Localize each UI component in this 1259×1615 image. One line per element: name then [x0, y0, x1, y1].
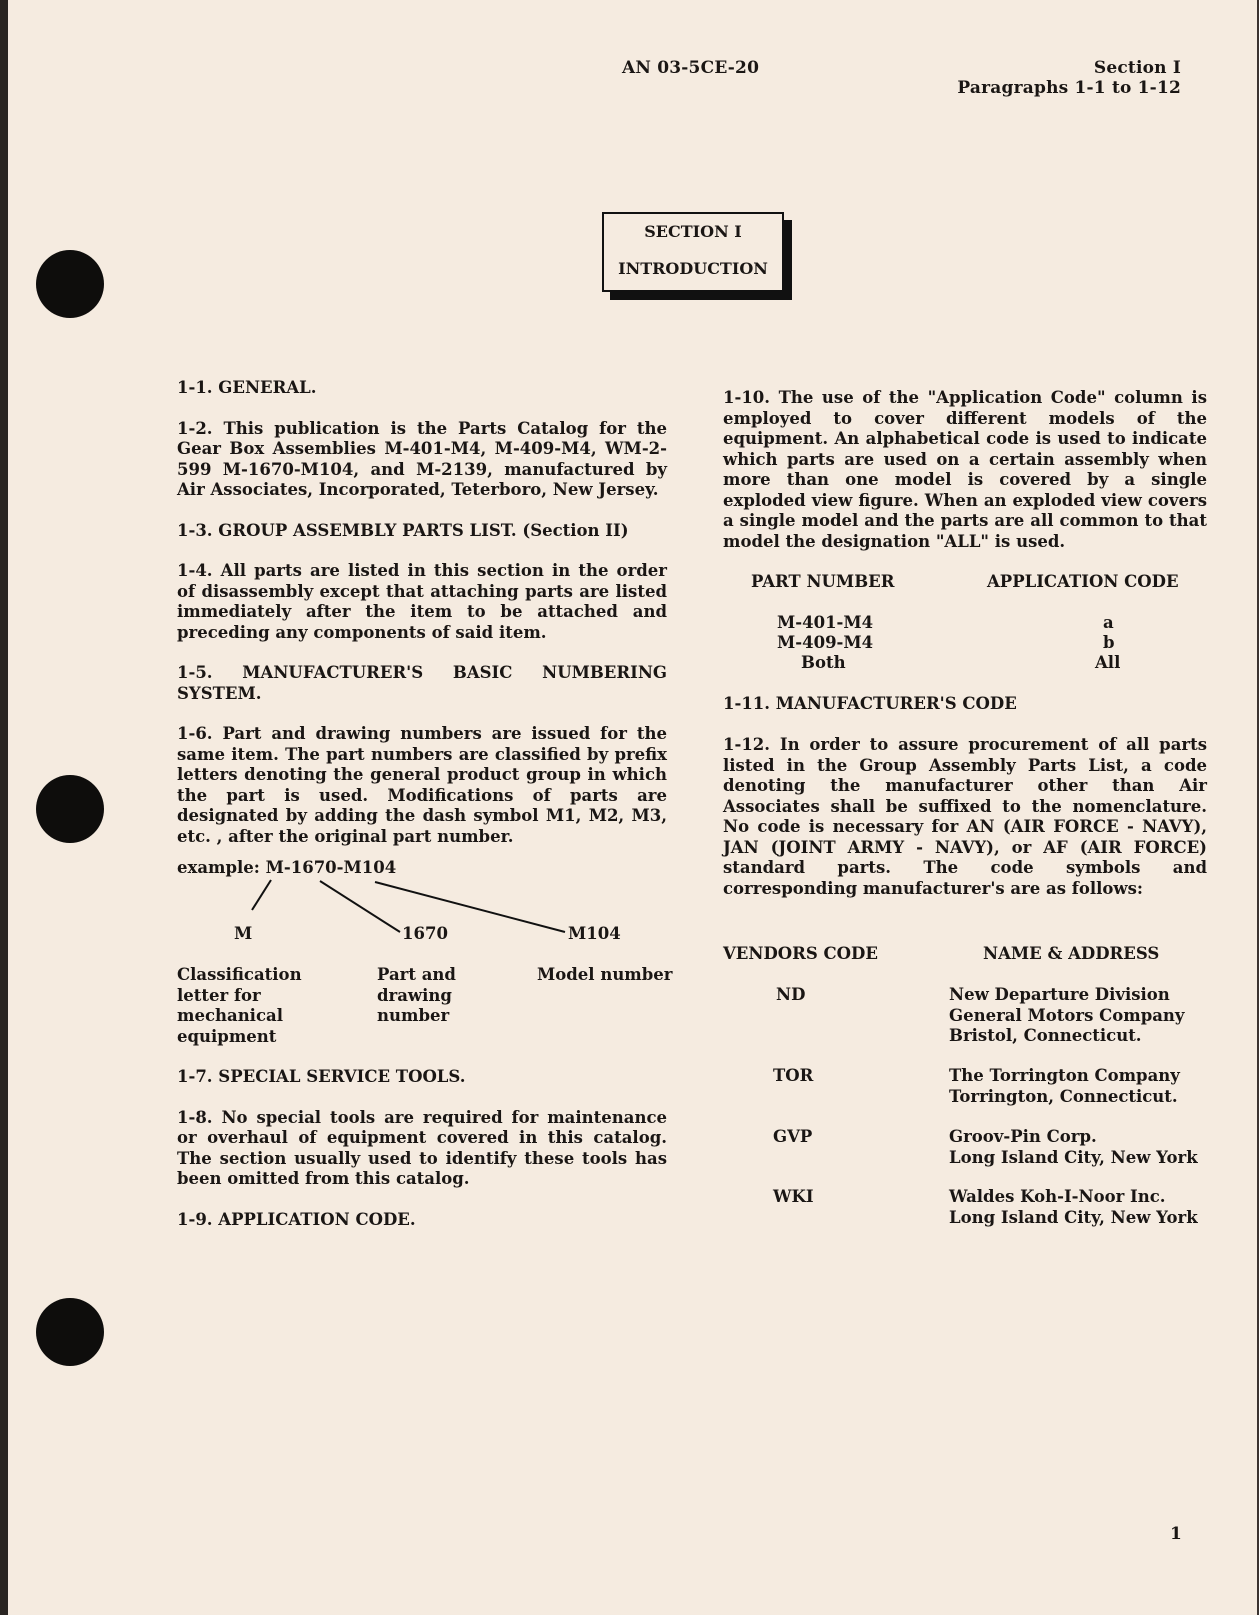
section-title: INTRODUCTION — [618, 259, 768, 278]
para-1-2: 1-2. This publication is the Parts Catalog for the Gear Box Assemblies M-401-M4, M-409-M4, WM-2-599 M-1670-M104, and M-2139, manufactured by Air Associates, Incorporated, Teterboro, New Jersey. — [177, 418, 667, 499]
para-1-10: 1-10. The use of the "Application Code" column is employed to cover different models of the equipment. An alphabetical code is used to indicate which parts are used on a certain assembly when more than one model is covered by a single exploded view figure. When an exploded view covers a single model and the parts are all common to that model the designation "ALL" is used. — [723, 388, 1207, 551]
example-label: example: M-1670-M104 — [177, 858, 397, 877]
left-column-lower — [177, 1067, 667, 1250]
right-column-lower — [723, 735, 1207, 919]
vendor-code-nd: ND — [776, 985, 806, 1004]
doc-number: AN 03-5CE-20 — [622, 58, 760, 78]
para-1-7-heading: 1-7. SPECIAL SERVICE TOOLS. — [177, 1067, 466, 1086]
para-1-8: 1-8. No special tools are required for maintenance or overhaul of equipment covered in this catalog. The section usually used to identify these tools has been omitted from this catalog. — [177, 1107, 667, 1188]
app-table-part-1: M-401-M4 — [777, 613, 874, 632]
vendor-address-gvp: Groov-Pin Corp. Long Island City, New York — [949, 1127, 1198, 1167]
vendor-code-tor: TOR — [773, 1066, 814, 1085]
section-number: SECTION I — [644, 222, 742, 241]
para-1-6: 1-6. Part and drawing numbers are issued for the same item. The part numbers are classified by prefix letters denoting the general product group in which the part is used. Modifications of parts are designated by adding the dash symbol M1, M2, M3, etc. , after the original part number. — [177, 724, 667, 846]
app-table-header-application-code: APPLICATION CODE — [987, 572, 1179, 591]
app-table-part-3: Both — [801, 653, 846, 672]
right-column — [723, 388, 1207, 572]
para-1-5-heading: 1-5. MANUFACTURER'S BASIC NUMBERING SYSTEM. — [177, 663, 667, 703]
page-number: 1 — [1170, 1524, 1182, 1544]
para-1-1-heading: 1-1. GENERAL. — [177, 378, 317, 397]
vendor-address-nd: New Departure Division General Motors Company Bristol, Connecticut. — [949, 985, 1185, 1045]
example-desc-m104: Model number — [537, 965, 673, 984]
example-part-m: M — [234, 924, 253, 943]
example-desc-m: Classification letter for mechanical equipment — [177, 965, 302, 1046]
example-part-1670: 1670 — [402, 924, 448, 943]
vendor-address-wki: Waldes Koh-I-Noor Inc. Long Island City, New York — [949, 1187, 1198, 1227]
vendor-code-wki: WKI — [773, 1187, 814, 1206]
vendor-table-header-code: VENDORS CODE — [723, 944, 878, 963]
app-table-code-1: a — [1103, 613, 1114, 632]
vendor-address-tor: The Torrington Company Torrington, Connecticut. — [949, 1066, 1180, 1106]
para-1-3-heading: 1-3. GROUP ASSEMBLY PARTS LIST. (Section II) — [177, 520, 629, 540]
vendor-code-gvp: GVP — [773, 1127, 813, 1146]
app-table-part-2: M-409-M4 — [777, 633, 874, 652]
app-table-code-3: All — [1095, 653, 1121, 672]
para-1-9-heading: 1-9. APPLICATION CODE. — [177, 1209, 416, 1229]
para-1-4: 1-4. All parts are listed in this section in the order of disassembly except that attaching parts are listed immediately after the item to be attached and preceding any components of said item. — [177, 561, 667, 642]
paragraphs-range: Paragraphs 1-1 to 1-12 — [957, 78, 1181, 98]
app-table-header-part-number: PART NUMBER — [751, 572, 895, 591]
section-label: Section I — [1093, 58, 1181, 78]
app-table-code-2: b — [1103, 633, 1115, 652]
example-desc-1670: Part and drawing number — [377, 965, 456, 1025]
para-1-11-heading: 1-11. MANUFACTURER'S CODE — [723, 694, 1017, 713]
para-1-12: 1-12. In order to assure procurement of all parts listed in the Group Assembly Parts List, a code denoting the manufacturer other than Air Associates shall be suffixed to the nomenclature. No code is necessary for AN (AIR FORCE - NAVY), JAN (JOINT ARMY - NAVY), or AF (AIR FORCE) standard parts. The code symbols and corresponding manufacturer's are as follows: — [723, 735, 1207, 898]
vendor-table-header-name: NAME & ADDRESS — [983, 944, 1160, 963]
example-part-m104: M104 — [568, 924, 621, 943]
